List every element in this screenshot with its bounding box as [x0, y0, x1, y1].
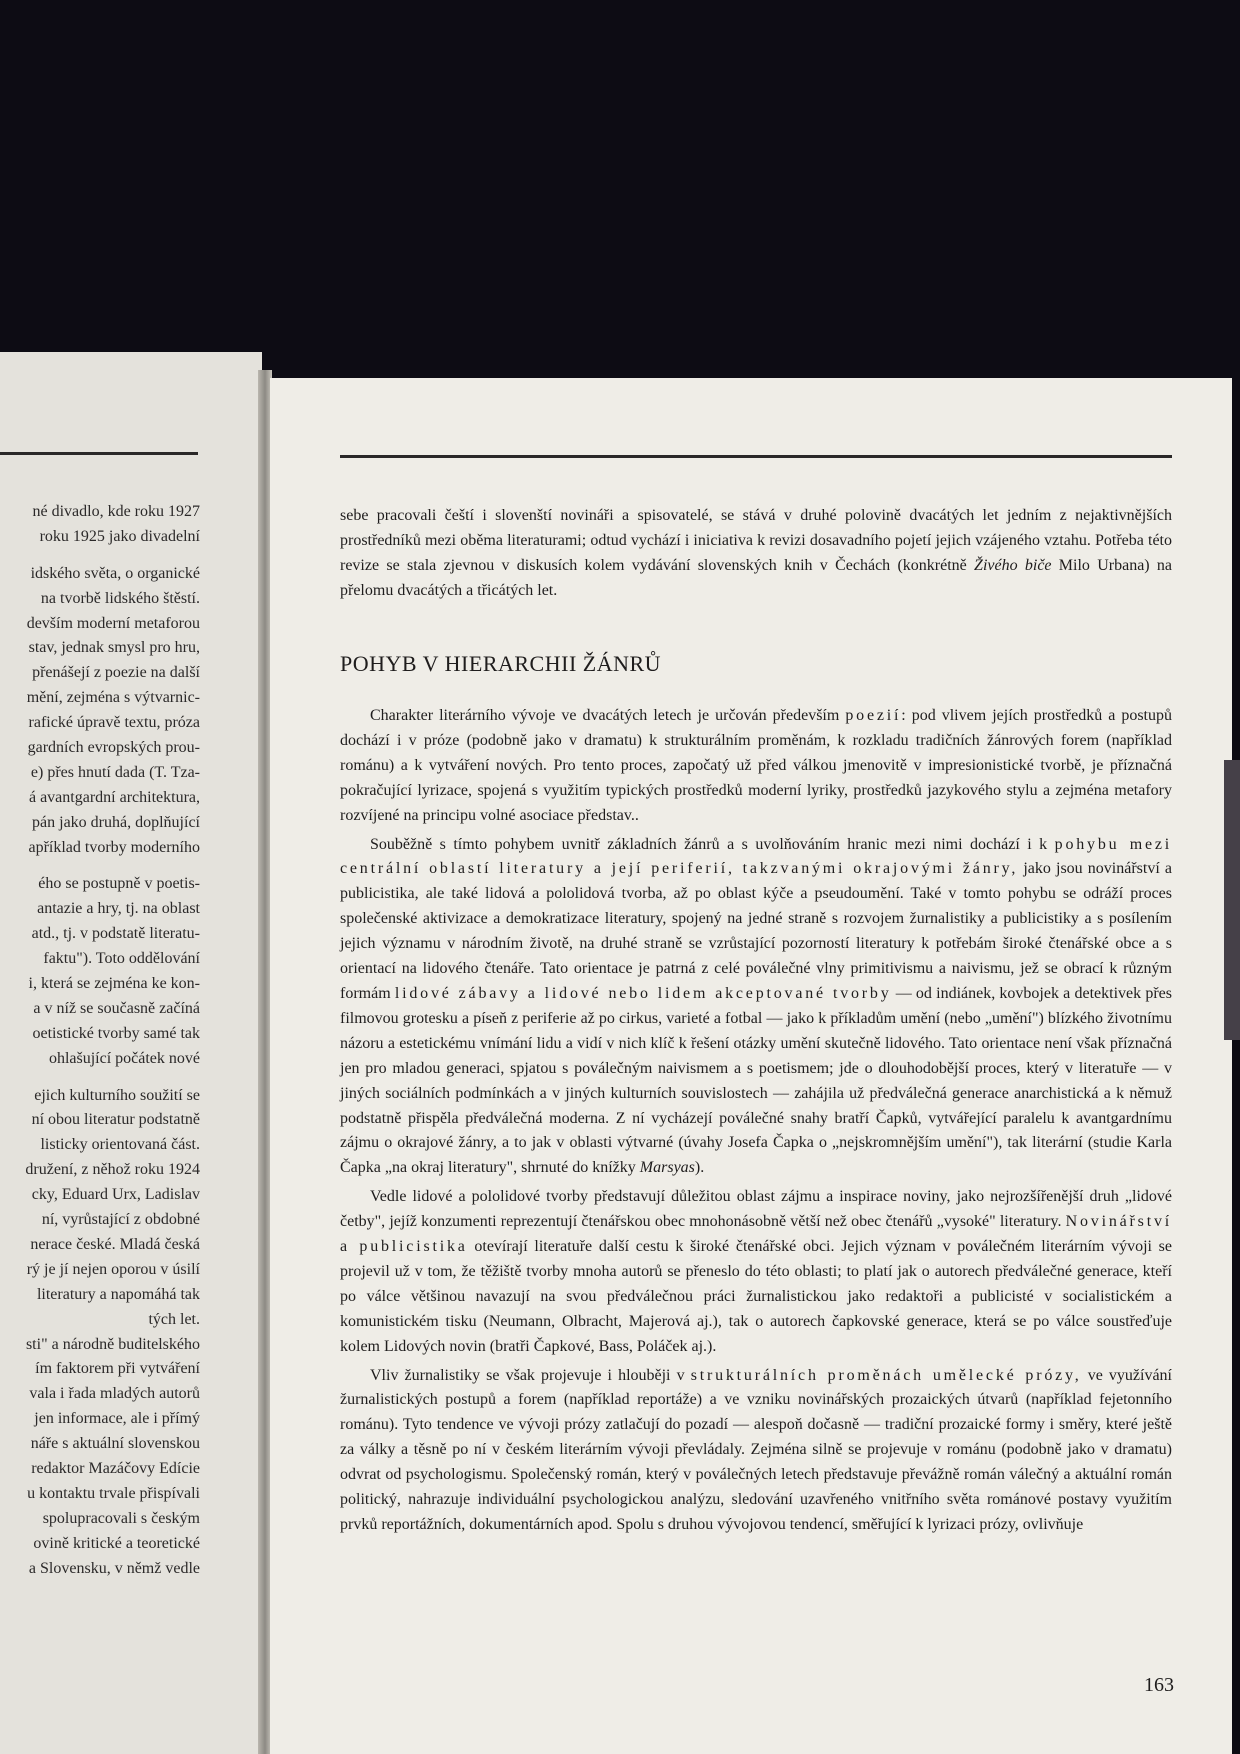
page-number: 163 [1144, 1674, 1174, 1696]
left-text-line: přenášejí z poezie na další [32, 664, 200, 682]
left-text-line: a v níž se současně začíná [33, 999, 200, 1017]
left-text-line: literatury a napomáhá tak [36, 1285, 200, 1303]
left-page-text [0, 500, 200, 1581]
left-text-line: a Slovensku, v němž vedle [28, 1559, 200, 1577]
left-text-line: e) přes hnutí dada (T. Tza- [30, 763, 200, 781]
paragraph-gap [0, 860, 200, 872]
left-text-line: apříklad tvorby moderního [28, 838, 200, 856]
dark-background [0, 0, 1240, 390]
left-text-line: vala i řada mladých autorů [29, 1385, 200, 1403]
left-text-line: tých let. [148, 1310, 200, 1328]
left-text-line: ovině kritické a teoretické [33, 1534, 200, 1552]
left-text-line: atd., tj. v podstatě literatu- [31, 925, 200, 943]
left-text-line: spolupracovali s českým [42, 1509, 200, 1527]
left-text-line: u kontaktu trvale přispívali [27, 1484, 200, 1502]
paragraph-3: Vedle lidové a pololidové tvorby představují důležitou oblast zájmu a inspirace noviny, jako nejrozšířenější druh „lidové četby", jejíž konzumenti reprezentují čtenářskou obec mnohonásobně větší než obec čtenářů „vysoké" literatury. Novinářství a publicistika otevírají literatuře další cestu k široké čtenářské obci. Jejich význam v poválečném literárním vývoji se projevil už v tom, že těžiště tvorby mnoha autorů se přeneslo do této oblasti; to platí jak o autorech předválečné generace, kteří po válce většinou navazují na svou předválečnou práci žurnalistickou jako redaktoři a publicisté v socialistickém a komunistickém tisku (Neumann, Olbracht, Majerová aj.), tak o autorech čapkovské generace, která se po válce soustřeďuje kolem Lidových novin (bratři Čapkové, Bass, Poláček aj.). [340, 1188, 1172, 1355]
left-text-line: faktu"). Toto oddělování [43, 950, 200, 968]
left-text-line: stav, jednak smysl pro hru, [28, 639, 200, 657]
left-text-line: ohlašující počátek nové [48, 1049, 200, 1067]
right-page-rule [340, 455, 1172, 458]
left-text-line: ím faktorem při vytváření [35, 1360, 200, 1378]
left-text-line: sti" a národně buditelského [25, 1335, 200, 1353]
left-text-line: ní obou literatur podstatně [31, 1111, 200, 1129]
paragraph-1: Charakter literárního vývoje ve dvacátých letech je určován především poezií: pod vlivem jejích prostředků a postupů dochází i v próze (podobně jako v dramatu) k strukturálním proměnám, k rozkladu tradičních žánrových forem (například románu) a k vytváření nových. Pro tento proces, započatý už před válkou jmenovitě v impresionistické tvorbě, je příznačná pokračující lyrizace, spojená s využitím typických prostředků moderní lyriky, prostředků jazykového stylu a zejména metafory rozvíjené na principu volné asociace představ.. [340, 707, 1173, 824]
left-text-line: jen informace, ale i přímý [34, 1410, 200, 1428]
left-text-line: rafické úpravě textu, próza [28, 714, 200, 732]
left-text-line: nerace české. Mladá česká [30, 1235, 200, 1253]
left-text-line: devším moderní metaforou [26, 614, 200, 632]
left-text-line: náře s aktuální slovenskou [30, 1435, 200, 1453]
left-text-line: á avantgardní architektura, [28, 788, 200, 806]
left-text-line: antazie a hry, tj. na oblast [37, 900, 200, 918]
left-text-line: ejich kulturního soužití se [34, 1086, 200, 1104]
paragraph-gap [0, 550, 200, 562]
paragraph-2: Souběžně s tímto pohybem uvnitř základních žánrů a s uvolňováním hranic mezi nimi dochází i k pohybu mezi centrální oblastí literatury a její periferií, takzvanými okrajovými žánry, jako jsou novinářství a publicistika, ale také lidová a pololidová tvorba, až po oblast kýče a pseudoumění. Také v tomto pohybu se odráží proces společenské aktivizace a demokratizace literatury, spojený na jedné straně s rozvojem žurnalistiky a publicistiky a s posílením jejich významu v národním životě, na druhé straně se vzrůstající pozorností literatury k potřebám široké čtenářské obce a s orientací na lidového čtenáře. Tato orientace je patrná z celé poválečné vlny primitivismu a naivismu, jež se obrací k různým formám lidové zábavy a lidové nebo lidem akceptované tvorby — od indiánek, kovbojek a detektivek přes filmovou grotesku a píseň z periferie až po cirkus, varieté a fotbal — jako k příkladům umění (nebo „umění") blízkého životnímu názoru a estetickému vnímání lidu a vidí v nich klíč k řešení otázky umění skutečně lidového. Tato orientace není však příznačná jen pro mladou generaci, spjatou s poválečným naivismem a s poetismem; jde o dlouhodobější proces, který v literatuře — v jiných sociálních podmínkách a v jiných kulturních souvislostech — zahájila už předválečná generace anarchistická a k němuž podstatně přispěla předválečná moderna. Z ní vycházejí poválečné snahy bratří Čapků, vytvářející paralelu k avantgardnímu zájmu o okrajové žánry, a to jak v oblasti výtvarné (úvahy Josefa Čapka o „nejskromnějším umění"), tak literární (studie Karla Čapka „na okraj literatury", shrnuté do knížky Marsyas). [340, 835, 1173, 1177]
right-page-text [340, 504, 1172, 608]
page-edge-shadow [1224, 760, 1240, 1040]
left-text-line: ní, vyrůstající z obdobné [41, 1211, 200, 1229]
intro-paragraph: sebe pracovali čeští i slovenští novináři a spisovatelé, se stává v druhé polovině dvacátých let jedním z nejaktivnějších prostředníků mezi oběma literaturami; odtud vychází i iniciativa k revizi dosavadního pojetí jejich vzájeného vztahu. Potřeba této revize se stala zjevnou v diskusích kolem vydávání slovenských knih v Čechách (konkrétně Živého biče Milo Urbana) na přelomu dvacátých a třicátých let. [340, 507, 1173, 599]
left-text-line: ého se postupně v poetis- [38, 875, 200, 893]
left-text-line: pán jako druhá, doplňující [32, 813, 200, 831]
left-text-line: listicky orientovaná část. [40, 1136, 200, 1154]
left-text-line: gardních evropských prou- [27, 739, 200, 757]
section-heading: POHYB V HIERARCHII ŽÁNRŮ [340, 651, 662, 676]
left-text-line: né divadlo, kde roku 1927 [32, 503, 200, 520]
left-text-line: roku 1925 jako divadelní [39, 527, 200, 545]
left-text-line: cky, Eduard Urx, Ladislav [31, 1186, 200, 1204]
left-text-line: oetistické tvorby samé tak [32, 1024, 200, 1042]
paragraph-4: Vliv žurnalistiky se však projevuje i hlouběji v strukturálních proměnách umělecké prózy, ve využívání žurnalistických postupů a forem (například reportáže) a ve vzniku novinářských prozaických útvarů (například fejetonního románu). Tyto tendence ve vývoji prózy zatlačují do pozadí — alespoň dočasně — tradiční prozaické formy i směry, které ještě za války a těsně po ní v českém literárním vývoji převládaly. Zejména silně se projevuje v románu (podobně jako v dramatu) odvrat od psychologismu. Společenský román, který v poválečných letech představuje převážně román válečný a aktuální román politický, nahrazuje individuální psychologickou analýzu, sledování uzavřeného vnitřního světa románové postavy využitím prvků reportážních, dokumentárních apod. Spolu s druhou vývojovou tendencí, směřující k lyrizaci prózy, ovlivňuje [340, 1366, 1172, 1533]
right-page-body [340, 704, 1172, 1542]
left-text-line: i, která se zejména ke kon- [28, 975, 200, 993]
left-text-line: na tvorbě lidského štěstí. [40, 589, 200, 607]
left-text-line: idského světa, o organické [30, 564, 200, 582]
left-page-rule [0, 452, 198, 455]
left-text-line: družení, z něhož roku 1924 [25, 1161, 200, 1179]
left-text-line: rý je jí nejen oporou v úsilí [26, 1260, 200, 1278]
left-text-line: mění, zejména s výtvarnic- [26, 689, 200, 707]
paragraph-gap [0, 1072, 200, 1084]
left-text-line: redaktor Mazáčovy Edície [31, 1459, 200, 1477]
